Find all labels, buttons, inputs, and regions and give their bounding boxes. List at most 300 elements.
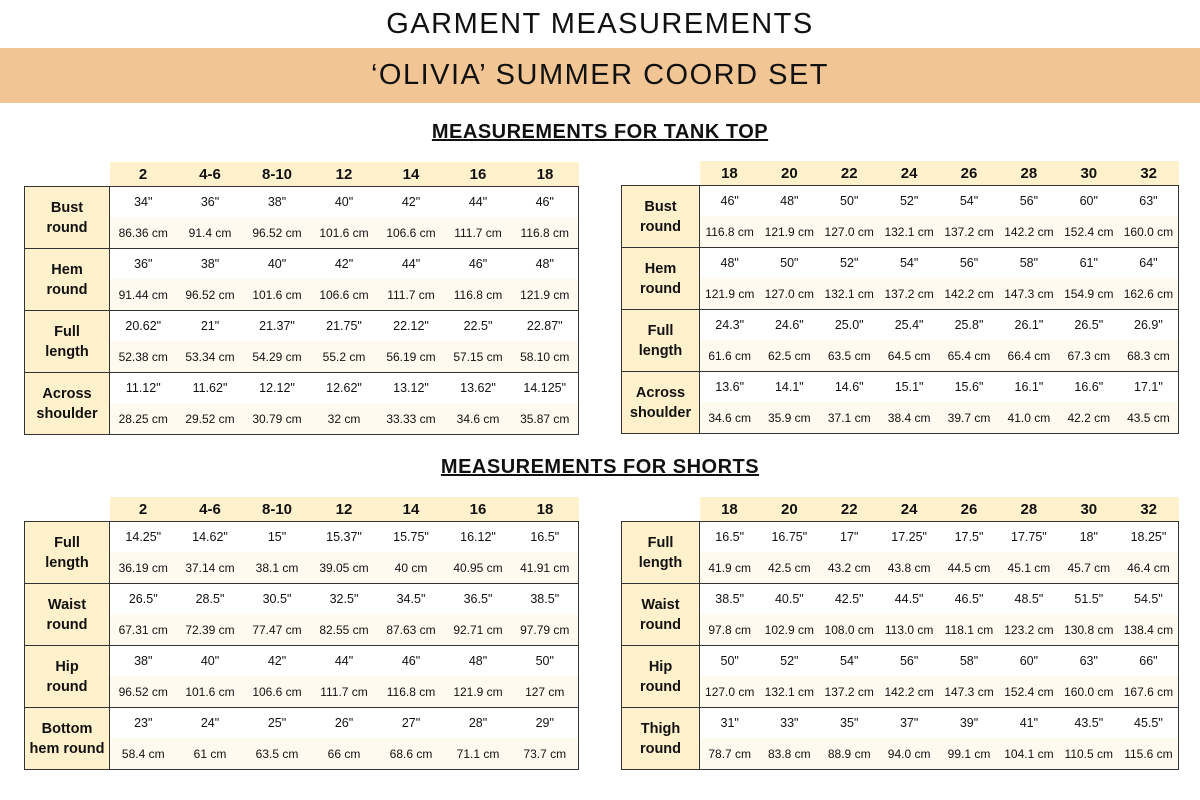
inch-value: 40" — [244, 249, 311, 280]
inch-value: 26.5" — [1059, 310, 1119, 341]
measurement-label-line: length — [638, 554, 683, 571]
inch-value: 16.5" — [512, 522, 579, 553]
measurement-row-inches — [622, 372, 1179, 403]
cm-value: 142.2 cm — [939, 278, 999, 310]
inch-value: 52" — [759, 646, 819, 677]
cm-value: 116.8 cm — [512, 217, 579, 249]
measurement-label-line: Hip — [648, 658, 673, 675]
inch-value: 16.75" — [759, 522, 819, 553]
inch-value: 63" — [1059, 646, 1119, 677]
measurement-label-line: Across — [42, 385, 92, 402]
measurement-row-inches — [25, 522, 579, 553]
cm-value: 61 cm — [177, 738, 244, 770]
shorts-table-small — [24, 497, 579, 770]
product-title-band — [0, 48, 1200, 103]
cm-value: 101.6 cm — [311, 217, 378, 249]
shorts-table-plus — [621, 497, 1179, 770]
inch-value: 44" — [445, 187, 512, 218]
cm-value: 40 cm — [378, 552, 445, 584]
inch-value: 14.25" — [110, 522, 177, 553]
measurement-row-inches — [622, 186, 1179, 217]
inch-value: 46" — [445, 249, 512, 280]
cm-value: 111.7 cm — [311, 676, 378, 708]
inch-value: 33" — [759, 708, 819, 739]
cm-value: 34.6 cm — [700, 402, 760, 434]
measurement-label-line: round — [639, 280, 682, 297]
inch-value: 23" — [110, 708, 177, 739]
measurement-row-inches — [25, 646, 579, 677]
cm-value: 42.2 cm — [1059, 402, 1119, 434]
inch-value: 52" — [879, 186, 939, 217]
cm-value: 127.0 cm — [759, 278, 819, 310]
size-header: 32 — [1119, 161, 1179, 186]
cm-value: 127.0 cm — [700, 676, 760, 708]
inch-value: 36" — [110, 249, 177, 280]
inch-value: 16.5" — [700, 522, 760, 553]
measurement-row-cm — [622, 402, 1179, 434]
measurement-label — [25, 708, 110, 770]
inch-value: 56" — [939, 248, 999, 279]
cm-value: 132.1 cm — [819, 278, 879, 310]
cm-value: 130.8 cm — [1059, 614, 1119, 646]
inch-value: 37" — [879, 708, 939, 739]
measurement-label — [622, 584, 700, 646]
inch-value: 41" — [999, 708, 1059, 739]
cm-value: 106.6 cm — [244, 676, 311, 708]
inch-value: 22.12" — [378, 311, 445, 342]
inch-value: 64" — [1119, 248, 1179, 279]
inch-value: 17" — [819, 522, 879, 553]
cm-value: 94.0 cm — [879, 738, 939, 770]
cm-value: 66 cm — [311, 738, 378, 770]
inch-value: 17.5" — [939, 522, 999, 553]
measurement-label-line: Across — [635, 384, 686, 401]
inch-value: 17.25" — [879, 522, 939, 553]
size-header: 32 — [1119, 497, 1179, 522]
measurement-row-cm — [622, 614, 1179, 646]
header-corner — [25, 497, 110, 522]
cm-value: 88.9 cm — [819, 738, 879, 770]
measurement-label — [622, 708, 700, 770]
inch-value: 42" — [378, 187, 445, 218]
cm-value: 43.2 cm — [819, 552, 879, 584]
cm-value: 68.3 cm — [1119, 340, 1179, 372]
cm-value: 147.3 cm — [999, 278, 1059, 310]
inch-value: 63" — [1119, 186, 1179, 217]
inch-value: 18.25" — [1119, 522, 1179, 553]
inch-value: 24.3" — [700, 310, 760, 341]
cm-value: 121.9 cm — [700, 278, 760, 310]
measurement-label — [622, 372, 700, 434]
measurement-row-cm — [622, 676, 1179, 708]
cm-value: 41.0 cm — [999, 402, 1059, 434]
inch-value: 13.12" — [378, 373, 445, 404]
measurement-row-inches — [622, 646, 1179, 677]
cm-value: 38.4 cm — [879, 402, 939, 434]
cm-value: 121.9 cm — [759, 216, 819, 248]
inch-value: 17.75" — [999, 522, 1059, 553]
cm-value: 160.0 cm — [1119, 216, 1179, 248]
inch-value: 39" — [939, 708, 999, 739]
size-header: 20 — [759, 161, 819, 186]
cm-value: 92.71 cm — [445, 614, 512, 646]
size-header: 4-6 — [177, 162, 244, 187]
inch-value: 50" — [759, 248, 819, 279]
measurement-label-line: Full — [647, 322, 674, 339]
inch-value: 42" — [311, 249, 378, 280]
inch-value: 28" — [445, 708, 512, 739]
cm-value: 52.38 cm — [110, 341, 177, 373]
inch-value: 44" — [378, 249, 445, 280]
cm-value: 63.5 cm — [244, 738, 311, 770]
cm-value: 116.8 cm — [378, 676, 445, 708]
inch-value: 38" — [110, 646, 177, 677]
inch-value: 15.1" — [879, 372, 939, 403]
inch-value: 43.5" — [1059, 708, 1119, 739]
size-header: 22 — [819, 161, 879, 186]
measurement-row-inches — [622, 310, 1179, 341]
page-title: GARMENT MEASUREMENTS — [386, 8, 814, 40]
cm-value: 121.9 cm — [512, 279, 579, 311]
cm-value: 91.4 cm — [177, 217, 244, 249]
cm-value: 43.5 cm — [1119, 402, 1179, 434]
measurement-label-line: Bust — [644, 198, 677, 215]
inch-value: 35" — [819, 708, 879, 739]
inch-value: 11.62" — [177, 373, 244, 404]
inch-value: 14.1" — [759, 372, 819, 403]
measurement-label — [25, 311, 110, 373]
inch-value: 56" — [879, 646, 939, 677]
cm-value: 110.5 cm — [1059, 738, 1119, 770]
size-header: 24 — [879, 497, 939, 522]
cm-value: 37.14 cm — [177, 552, 244, 584]
cm-value: 106.6 cm — [311, 279, 378, 311]
inch-value: 45.5" — [1119, 708, 1179, 739]
cm-value: 40.95 cm — [445, 552, 512, 584]
measurement-label-line: Waist — [47, 596, 87, 613]
cm-value: 147.3 cm — [939, 676, 999, 708]
section-title-shorts: MEASUREMENTS FOR SHORTS — [440, 456, 760, 478]
inch-value: 42" — [244, 646, 311, 677]
size-header: 16 — [445, 497, 512, 522]
cm-value: 35.9 cm — [759, 402, 819, 434]
measurement-label — [622, 646, 700, 708]
cm-value: 152.4 cm — [1059, 216, 1119, 248]
inch-value: 22.5" — [445, 311, 512, 342]
cm-value: 167.6 cm — [1119, 676, 1179, 708]
inch-value: 25" — [244, 708, 311, 739]
inch-value: 14.6" — [819, 372, 879, 403]
size-header: 22 — [819, 497, 879, 522]
cm-value: 68.6 cm — [378, 738, 445, 770]
size-header: 30 — [1059, 161, 1119, 186]
inch-value: 12.12" — [244, 373, 311, 404]
measurement-label-line: round — [639, 678, 682, 695]
inch-value: 34.5" — [378, 584, 445, 615]
size-header: 18 — [512, 497, 579, 522]
cm-value: 45.7 cm — [1059, 552, 1119, 584]
cm-value: 45.1 cm — [999, 552, 1059, 584]
size-header: 8-10 — [244, 497, 311, 522]
size-header: 14 — [378, 162, 445, 187]
inch-value: 48" — [759, 186, 819, 217]
cm-value: 142.2 cm — [879, 676, 939, 708]
inch-value: 25.4" — [879, 310, 939, 341]
cm-value: 127.0 cm — [819, 216, 879, 248]
size-header: 12 — [311, 497, 378, 522]
measurement-label-line: Bottom — [41, 720, 93, 737]
cm-value: 101.6 cm — [244, 279, 311, 311]
size-header: 28 — [999, 161, 1059, 186]
inch-value: 25.0" — [819, 310, 879, 341]
inch-value: 38" — [244, 187, 311, 218]
cm-value: 36.19 cm — [110, 552, 177, 584]
size-header: 2 — [110, 497, 177, 522]
cm-value: 121.9 cm — [445, 676, 512, 708]
inch-value: 48" — [700, 248, 760, 279]
cm-value: 43.8 cm — [879, 552, 939, 584]
inch-value: 15.6" — [939, 372, 999, 403]
cm-value: 152.4 cm — [999, 676, 1059, 708]
inch-value: 46" — [700, 186, 760, 217]
measurement-row-inches — [622, 522, 1179, 553]
inch-value: 26.9" — [1119, 310, 1179, 341]
cm-value: 44.5 cm — [939, 552, 999, 584]
measurement-row-inches — [622, 248, 1179, 279]
inch-value: 22.87" — [512, 311, 579, 342]
size-header: 16 — [445, 162, 512, 187]
measurement-label-line: length — [638, 342, 683, 359]
inch-value: 51.5" — [1059, 584, 1119, 615]
cm-value: 66.4 cm — [999, 340, 1059, 372]
inch-value: 56" — [999, 186, 1059, 217]
cm-value: 62.5 cm — [759, 340, 819, 372]
inch-value: 15" — [244, 522, 311, 553]
inch-value: 60" — [1059, 186, 1119, 217]
measurement-row-inches — [25, 373, 579, 404]
size-header: 2 — [110, 162, 177, 187]
inch-value: 20.62" — [110, 311, 177, 342]
measurement-label — [25, 187, 110, 249]
cm-value: 83.8 cm — [759, 738, 819, 770]
measurement-label-line: round — [46, 678, 88, 695]
inch-value: 27" — [378, 708, 445, 739]
inch-value: 54" — [879, 248, 939, 279]
cm-value: 116.8 cm — [445, 279, 512, 311]
measurement-row-inches — [622, 708, 1179, 739]
inch-value: 21.37" — [244, 311, 311, 342]
inch-value: 15.37" — [311, 522, 378, 553]
inch-value: 18" — [1059, 522, 1119, 553]
cm-value: 42.5 cm — [759, 552, 819, 584]
measurement-label — [25, 646, 110, 708]
cm-value: 97.79 cm — [512, 614, 579, 646]
cm-value: 160.0 cm — [1059, 676, 1119, 708]
inch-value: 44" — [311, 646, 378, 677]
cm-value: 58.4 cm — [110, 738, 177, 770]
measurement-label-line: Full — [54, 323, 80, 340]
cm-value: 96.52 cm — [110, 676, 177, 708]
inch-value: 50" — [700, 646, 760, 677]
measurement-label-line: length — [45, 554, 89, 571]
size-header: 8-10 — [244, 162, 311, 187]
cm-value: 63.5 cm — [819, 340, 879, 372]
cm-value: 118.1 cm — [939, 614, 999, 646]
measurement-row-inches — [25, 311, 579, 342]
cm-value: 127 cm — [512, 676, 579, 708]
size-header: 18 — [700, 497, 760, 522]
inch-value: 30.5" — [244, 584, 311, 615]
inch-value: 26.5" — [110, 584, 177, 615]
inch-value: 32.5" — [311, 584, 378, 615]
cm-value: 137.2 cm — [819, 676, 879, 708]
cm-value: 33.33 cm — [378, 403, 445, 435]
size-header: 20 — [759, 497, 819, 522]
inch-value: 15.75" — [378, 522, 445, 553]
measurement-row-inches — [25, 249, 579, 280]
measurement-label-line: round — [46, 219, 88, 236]
cm-value: 142.2 cm — [999, 216, 1059, 248]
cm-value: 41.91 cm — [512, 552, 579, 584]
cm-value: 97.8 cm — [700, 614, 760, 646]
measurement-label-line: length — [45, 343, 89, 360]
inch-value: 31" — [700, 708, 760, 739]
cm-value: 111.7 cm — [378, 279, 445, 311]
inch-value: 25.8" — [939, 310, 999, 341]
cm-value: 61.6 cm — [700, 340, 760, 372]
inch-value: 50" — [819, 186, 879, 217]
inch-value: 40.5" — [759, 584, 819, 615]
cm-value: 39.7 cm — [939, 402, 999, 434]
cm-value: 77.47 cm — [244, 614, 311, 646]
cm-value: 71.1 cm — [445, 738, 512, 770]
tank-top-table-small — [24, 162, 579, 435]
cm-value: 38.1 cm — [244, 552, 311, 584]
cm-value: 106.6 cm — [378, 217, 445, 249]
product-title: ‘OLIVIA’ SUMMER COORD SET — [370, 59, 830, 91]
inch-value: 13.6" — [700, 372, 760, 403]
cm-value: 78.7 cm — [700, 738, 760, 770]
size-header: 28 — [999, 497, 1059, 522]
inch-value: 21.75" — [311, 311, 378, 342]
cm-value: 87.63 cm — [378, 614, 445, 646]
measurement-label-line: Bust — [50, 199, 84, 216]
cm-value: 56.19 cm — [378, 341, 445, 373]
cm-value: 104.1 cm — [999, 738, 1059, 770]
cm-value: 108.0 cm — [819, 614, 879, 646]
inch-value: 36.5" — [445, 584, 512, 615]
cm-value: 58.10 cm — [512, 341, 579, 373]
inch-value: 46.5" — [939, 584, 999, 615]
inch-value: 16.12" — [445, 522, 512, 553]
measurement-label-line: round — [639, 218, 682, 235]
measurement-row-cm — [622, 738, 1179, 770]
inch-value: 40" — [311, 187, 378, 218]
cm-value: 65.4 cm — [939, 340, 999, 372]
inch-value: 17.1" — [1119, 372, 1179, 403]
cm-value: 34.6 cm — [445, 403, 512, 435]
inch-value: 52" — [819, 248, 879, 279]
cm-value: 67.3 cm — [1059, 340, 1119, 372]
cm-value: 30.79 cm — [244, 403, 311, 435]
header-corner — [622, 161, 700, 186]
cm-value: 86.36 cm — [110, 217, 177, 249]
cm-value: 35.87 cm — [512, 403, 579, 435]
inch-value: 14.62" — [177, 522, 244, 553]
measurement-label-line: Waist — [641, 596, 680, 613]
cm-value: 137.2 cm — [879, 278, 939, 310]
inch-value: 38.5" — [512, 584, 579, 615]
cm-value: 96.52 cm — [244, 217, 311, 249]
inch-value: 16.6" — [1059, 372, 1119, 403]
inch-value: 44.5" — [879, 584, 939, 615]
inch-value: 61" — [1059, 248, 1119, 279]
inch-value: 24" — [177, 708, 244, 739]
measurement-row-inches — [622, 584, 1179, 615]
inch-value: 21" — [177, 311, 244, 342]
measurement-row-cm — [622, 278, 1179, 310]
header-corner — [25, 162, 110, 187]
size-header: 14 — [378, 497, 445, 522]
size-header: 12 — [311, 162, 378, 187]
inch-value: 54" — [939, 186, 999, 217]
cm-value: 55.2 cm — [311, 341, 378, 373]
measurement-label-line: Hem — [644, 260, 677, 277]
measurement-label-line: Hem — [51, 261, 83, 278]
measurement-label-line: hem round — [29, 740, 105, 757]
cm-value: 96.52 cm — [177, 279, 244, 311]
inch-value: 54" — [819, 646, 879, 677]
measurement-label — [25, 584, 110, 646]
cm-value: 41.9 cm — [700, 552, 760, 584]
cm-value: 132.1 cm — [879, 216, 939, 248]
measurement-label-line: round — [46, 281, 88, 298]
measurement-label-line: shoulder — [36, 405, 98, 422]
cm-value: 64.5 cm — [879, 340, 939, 372]
inch-value: 26" — [311, 708, 378, 739]
cm-value: 73.7 cm — [512, 738, 579, 770]
cm-value: 116.8 cm — [700, 216, 760, 248]
cm-value: 137.2 cm — [939, 216, 999, 248]
inch-value: 36" — [177, 187, 244, 218]
inch-value: 58" — [939, 646, 999, 677]
inch-value: 42.5" — [819, 584, 879, 615]
cm-value: 132.1 cm — [759, 676, 819, 708]
inch-value: 28.5" — [177, 584, 244, 615]
measurement-label — [622, 310, 700, 372]
measurement-label-line: Hip — [55, 658, 79, 675]
inch-value: 58" — [999, 248, 1059, 279]
inch-value: 16.1" — [999, 372, 1059, 403]
measurement-label — [25, 249, 110, 311]
cm-value: 115.6 cm — [1119, 738, 1179, 770]
measurement-row-inches — [25, 187, 579, 218]
measurement-row-inches — [25, 708, 579, 739]
size-header: 4-6 — [177, 497, 244, 522]
inch-value: 12.62" — [311, 373, 378, 404]
inch-value: 54.5" — [1119, 584, 1179, 615]
inch-value: 60" — [999, 646, 1059, 677]
header-corner — [622, 497, 700, 522]
cm-value: 54.29 cm — [244, 341, 311, 373]
cm-value: 99.1 cm — [939, 738, 999, 770]
cm-value: 53.34 cm — [177, 341, 244, 373]
cm-value: 113.0 cm — [879, 614, 939, 646]
measurement-label — [622, 248, 700, 310]
inch-value: 14.125" — [512, 373, 579, 404]
cm-value: 57.15 cm — [445, 341, 512, 373]
inch-value: 48" — [512, 249, 579, 280]
